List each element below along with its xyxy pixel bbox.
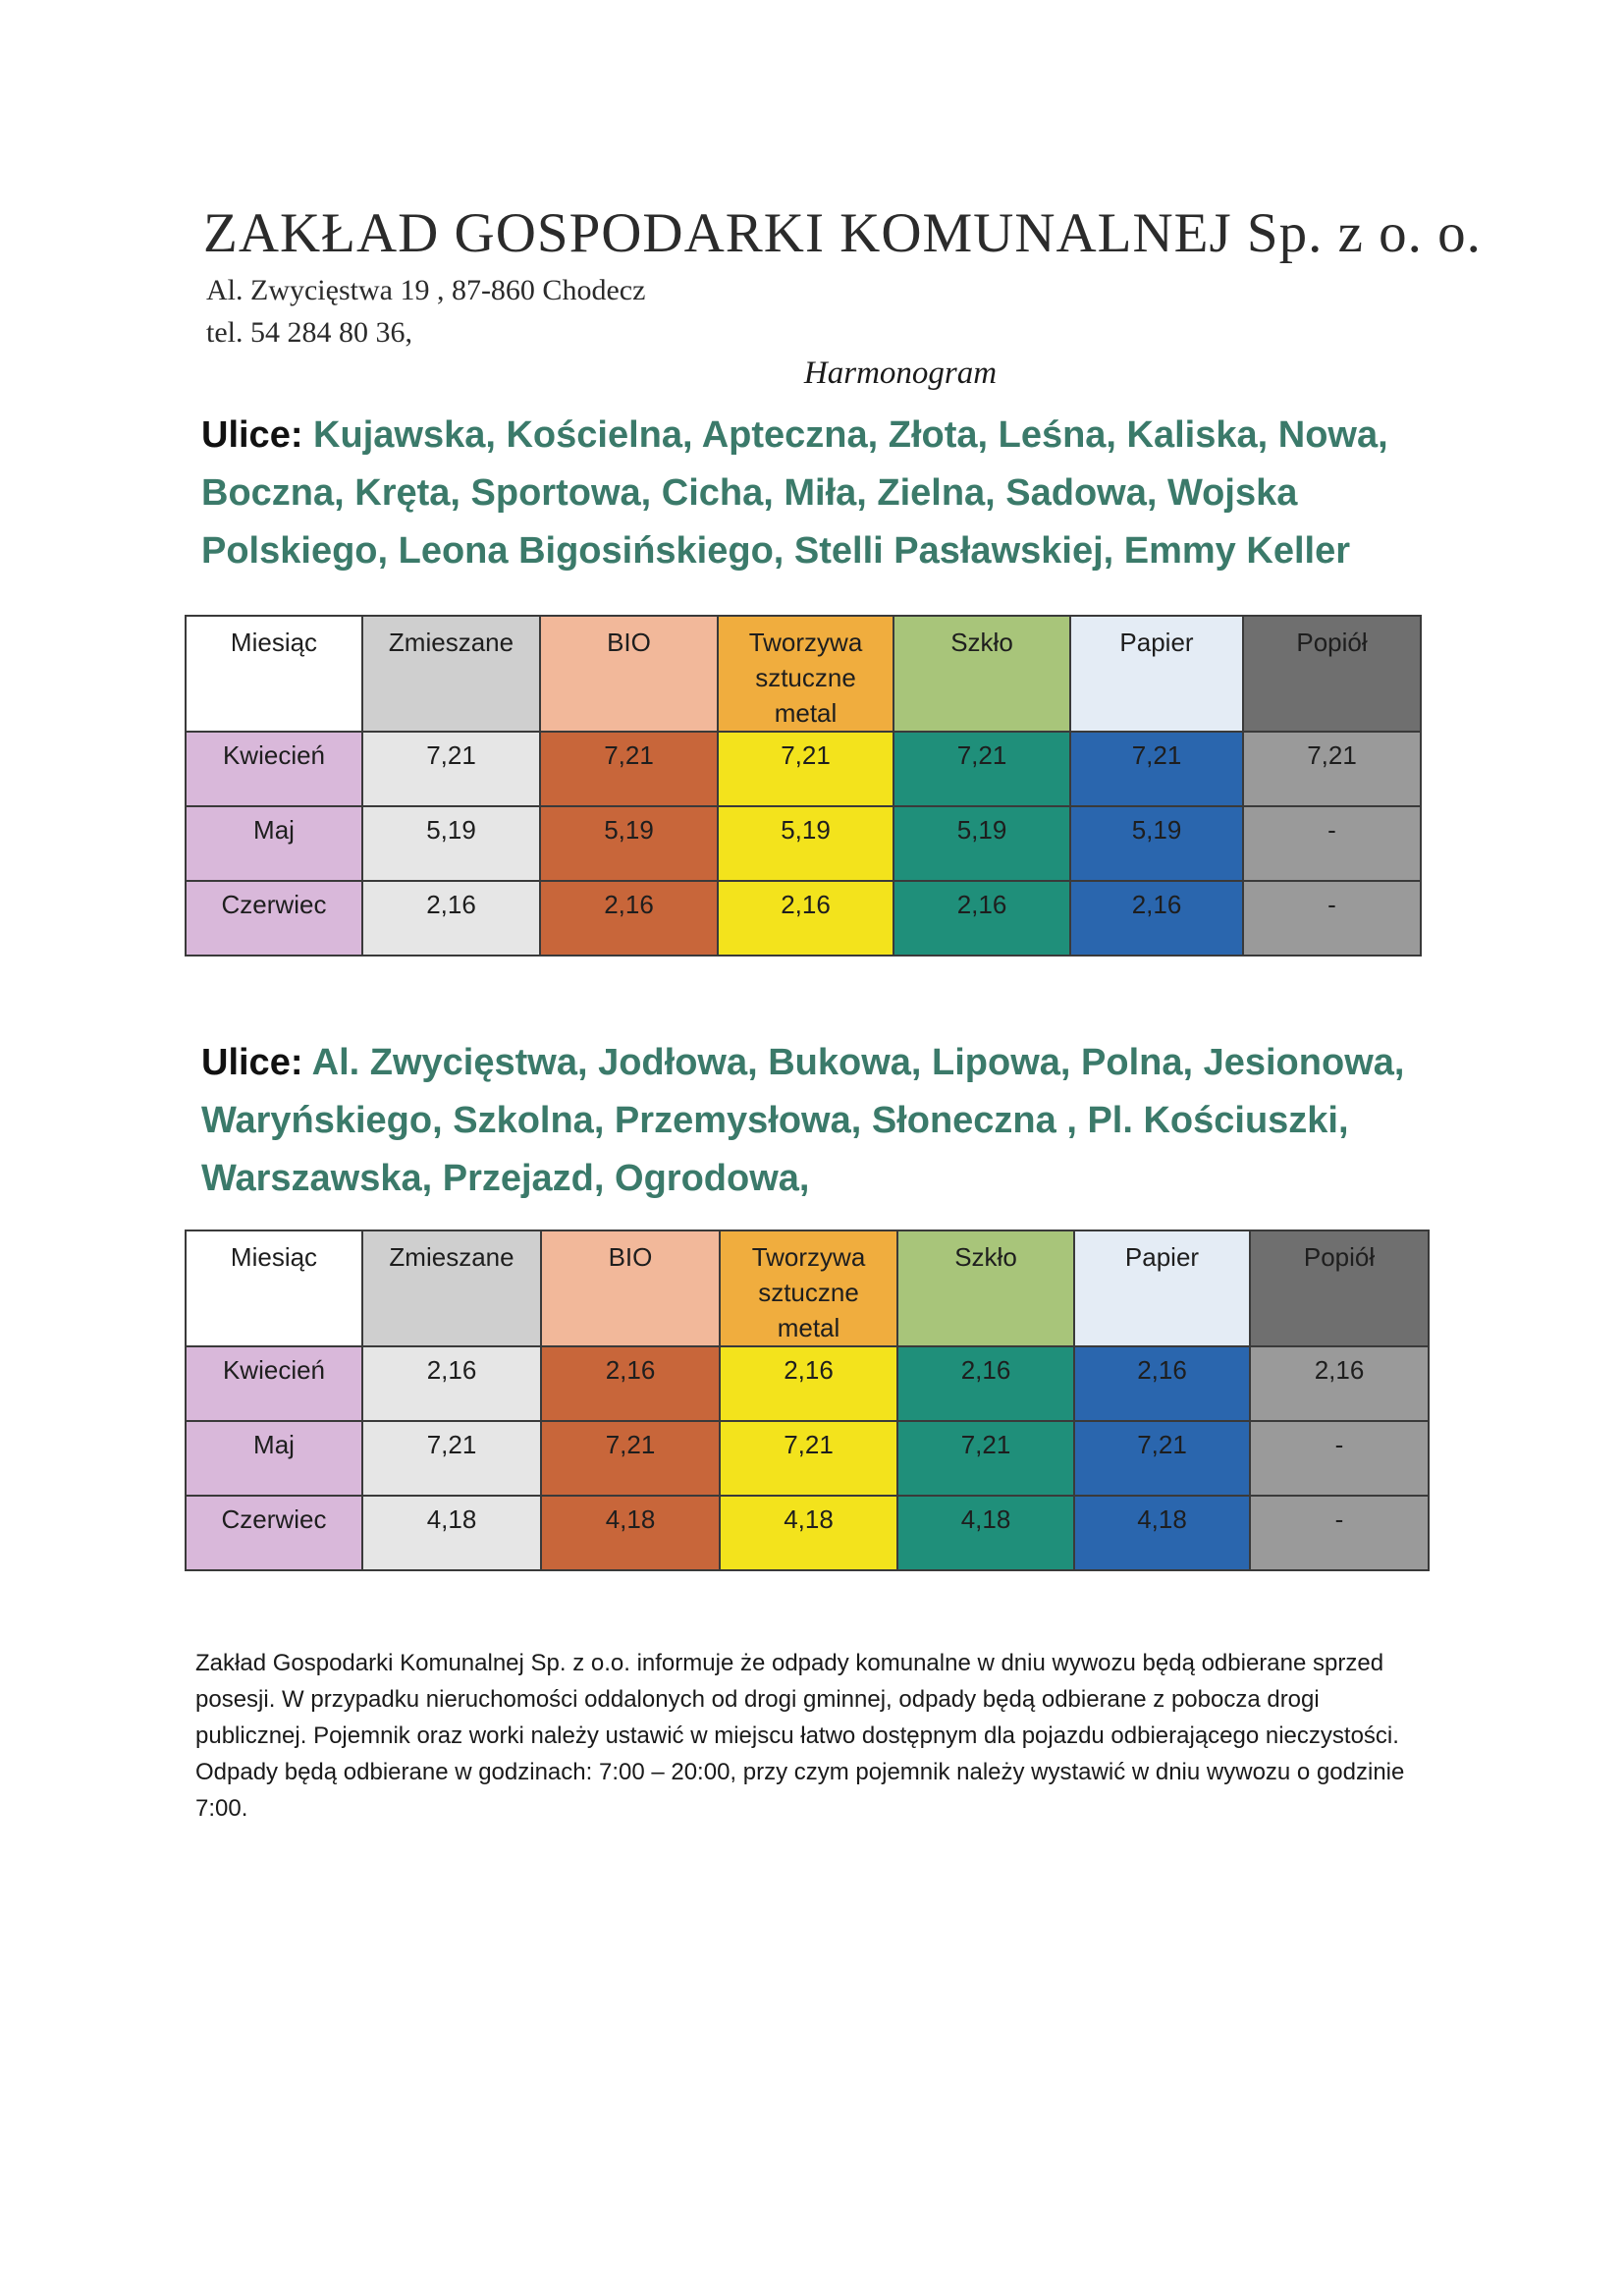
- cell-month: Kwiecień: [186, 1346, 362, 1421]
- schedule-table-2: [185, 1230, 1430, 1571]
- cell-papier: 5,19: [1070, 806, 1243, 881]
- cell-papier: 7,21: [1070, 732, 1243, 806]
- cell-bio: 4,18: [541, 1496, 720, 1570]
- cell-zmieszane: 4,18: [362, 1496, 541, 1570]
- cell-zmieszane: 2,16: [362, 881, 540, 956]
- header-tworzywa: Tworzywa sztuczne metal: [718, 616, 893, 732]
- cell-popiol: 7,21: [1243, 732, 1421, 806]
- table-row: [186, 1346, 1429, 1421]
- streets-label: Ulice:: [201, 414, 303, 456]
- header-popiol: Popiół: [1250, 1230, 1429, 1346]
- table-row: [186, 1496, 1429, 1570]
- streets-names: Al. Zwycięstwa, Jodłowa, Bukowa, Lipowa, Polna, Jesionowa, Waryńskiego, Szkolna, Przemysłowa, Słoneczna , Pl. Kościuszki, Warszawska, Przejazd, Ogrodowa,: [201, 1042, 1405, 1199]
- table-row: [186, 732, 1421, 806]
- header-papier: Papier: [1070, 616, 1243, 732]
- cell-tworzywa: 7,21: [718, 732, 893, 806]
- cell-szklo: 7,21: [893, 732, 1070, 806]
- company-name: ZAKŁAD GOSPODARKI KOMUNALNEJ Sp. z o. o.: [203, 202, 1482, 264]
- cell-bio: 7,21: [541, 1421, 720, 1496]
- cell-papier: 4,18: [1074, 1496, 1250, 1570]
- cell-szklo: 2,16: [897, 1346, 1074, 1421]
- cell-papier: 2,16: [1070, 881, 1243, 956]
- cell-month: Czerwiec: [186, 1496, 362, 1570]
- header-popiol: Popiół: [1243, 616, 1421, 732]
- table-row: [186, 1421, 1429, 1496]
- cell-zmieszane: 2,16: [362, 1346, 541, 1421]
- header-miesiac: Miesiąc: [186, 616, 362, 732]
- cell-szklo: 7,21: [897, 1421, 1074, 1496]
- streets-list-2: [201, 1034, 1458, 1208]
- cell-szklo: 4,18: [897, 1496, 1074, 1570]
- document-title: Harmonogram: [803, 355, 998, 391]
- cell-bio: 5,19: [540, 806, 718, 881]
- cell-tworzywa: 2,16: [718, 881, 893, 956]
- streets-names: Kujawska, Kościelna, Apteczna, Złota, Leśna, Kaliska, Nowa, Boczna, Kręta, Sportowa, Cicha, Miła, Zielna, Sadowa, Wojska Polskiego, Leona Bigosińskiego, Stelli Pasławskiej, Emmy Keller: [201, 414, 1388, 572]
- cell-zmieszane: 7,21: [362, 1421, 541, 1496]
- schedule-table-1: [185, 615, 1422, 957]
- cell-papier: 7,21: [1074, 1421, 1250, 1496]
- header-szklo: Szkło: [893, 616, 1070, 732]
- header-tworzywa: Tworzywa sztuczne metal: [720, 1230, 897, 1346]
- cell-month: Czerwiec: [186, 881, 362, 956]
- header-bio: BIO: [541, 1230, 720, 1346]
- table-row: [186, 881, 1421, 956]
- streets-label: Ulice:: [201, 1042, 303, 1083]
- company-phone: tel. 54 284 80 36,: [206, 316, 412, 349]
- streets-list-1: [201, 407, 1458, 580]
- header-miesiac: Miesiąc: [186, 1230, 362, 1346]
- table-header-row: [186, 1230, 1429, 1346]
- header-zmieszane: Zmieszane: [362, 616, 540, 732]
- cell-popiol: 2,16: [1250, 1346, 1429, 1421]
- header-papier: Papier: [1074, 1230, 1250, 1346]
- cell-papier: 2,16: [1074, 1346, 1250, 1421]
- cell-tworzywa: 4,18: [720, 1496, 897, 1570]
- cell-bio: 2,16: [541, 1346, 720, 1421]
- company-address: Al. Zwycięstwa 19 , 87-860 Chodecz: [206, 274, 646, 306]
- cell-tworzywa: 2,16: [720, 1346, 897, 1421]
- header-szklo: Szkło: [897, 1230, 1074, 1346]
- cell-popiol: -: [1243, 881, 1421, 956]
- cell-popiol: -: [1250, 1421, 1429, 1496]
- cell-month: Kwiecień: [186, 732, 362, 806]
- cell-bio: 7,21: [540, 732, 718, 806]
- cell-popiol: -: [1250, 1496, 1429, 1570]
- cell-month: Maj: [186, 1421, 362, 1496]
- table-row: [186, 806, 1421, 881]
- cell-popiol: -: [1243, 806, 1421, 881]
- cell-zmieszane: 5,19: [362, 806, 540, 881]
- cell-tworzywa: 5,19: [718, 806, 893, 881]
- cell-szklo: 5,19: [893, 806, 1070, 881]
- header-zmieszane: Zmieszane: [362, 1230, 541, 1346]
- collection-info-note: Zakład Gospodarki Komunalnej Sp. z o.o. informuje że odpady komunalne w dniu wywozu będą odbierane sprzed posesji. W przypadku nieruchomości oddalonych od drogi gminnej, odpady będą odbierane z pobocza drogi publicznej. Pojemnik oraz worki należy ustawić w miejscu łatwo dostępnym dla pojazdu odbierającego nieczystości. Odpady będą odbierane w godzinach: 7:00 – 20:00, przy czym pojemnik należy wystawić w dniu wywozu o godzinie 7:00.: [195, 1650, 1405, 1822]
- cell-month: Maj: [186, 806, 362, 881]
- cell-zmieszane: 7,21: [362, 732, 540, 806]
- cell-szklo: 2,16: [893, 881, 1070, 956]
- header-bio: BIO: [540, 616, 718, 732]
- cell-bio: 2,16: [540, 881, 718, 956]
- cell-tworzywa: 7,21: [720, 1421, 897, 1496]
- table-header-row: [186, 616, 1421, 732]
